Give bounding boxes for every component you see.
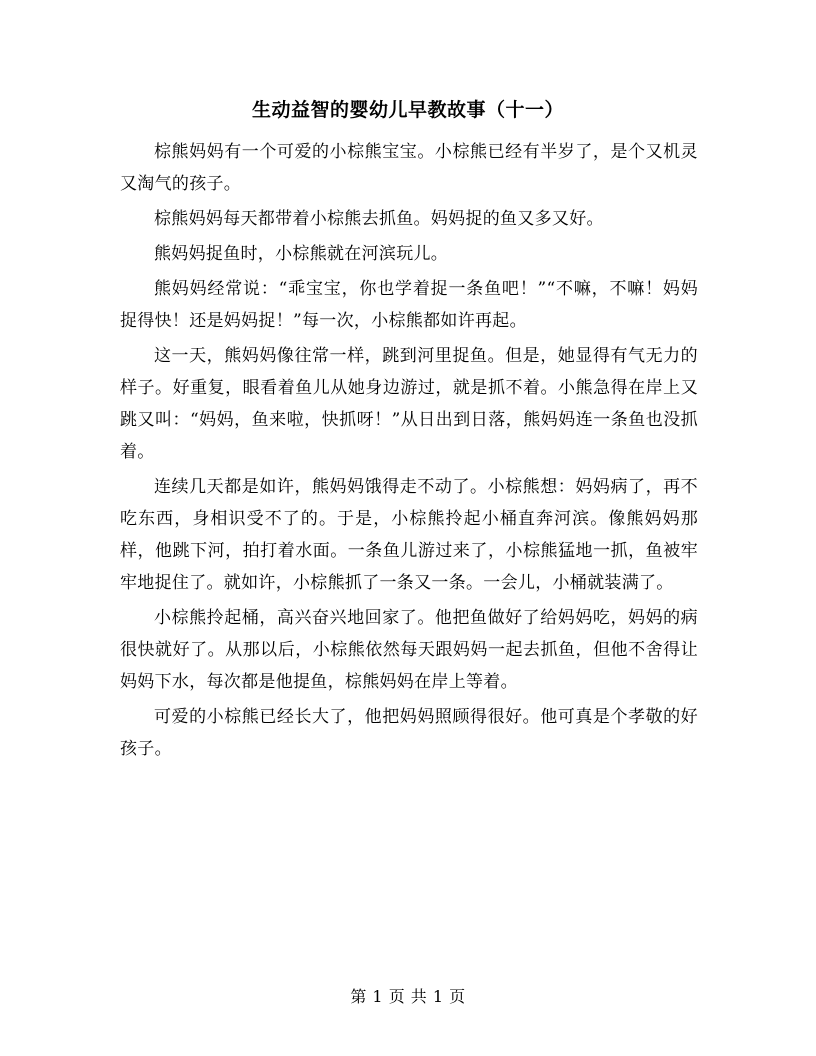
- paragraph: 棕熊妈妈有一个可爱的小棕熊宝宝。小棕熊已经有半岁了，是个又机灵又淘气的孩子。: [120, 142, 698, 194]
- paragraph: 连续几天都是如许，熊妈妈饿得走不动了。小棕熊想：妈妈病了，再不吃东西，身相识受不了的。于是，小棕熊拎起小桶直奔河滨。像熊妈妈那样，他跳下河，拍打着水面。一条鱼儿游过来了，小棕熊猛地一抓，鱼被牢牢地捉住了。就如许，小棕熊抓了一条又一条。一会儿，小桶就装满了。: [120, 477, 698, 593]
- paragraph: 这一天，熊妈妈像往常一样，跳到河里捉鱼。但是，她显得有气无力的样子。好重复，眼看着鱼儿从她身边游过，就是抓不着。小熊急得在岸上又跳又叫：“妈妈，鱼来啦，快抓呀！”从日出到日落，熊妈妈连一条鱼也没抓着。: [120, 346, 698, 462]
- paragraph: 熊妈妈经常说：“乖宝宝，你也学着捉一条鱼吧！”“不嘛，不嘛！妈妈捉得快！还是妈妈捉！”每一次，小棕熊都如许再起。: [120, 279, 698, 331]
- paragraph: 棕熊妈妈每天都带着小棕熊去抓鱼。妈妈捉的鱼又多又好。: [154, 209, 604, 229]
- document-body: [120, 136, 698, 768]
- document-title: 生动益智的婴幼儿早教故事（十一）: [251, 99, 564, 121]
- paragraph: 熊妈妈捉鱼时，小棕熊就在河滨玩儿。: [154, 244, 449, 264]
- paragraph: 小棕熊拎起桶，高兴奋兴地回家了。他把鱼做好了给妈妈吃，妈妈的病很快就好了。从那以后，小棕熊依然每天跟妈妈一起去抓鱼，但他不舍得让妈妈下水，每次都是他提鱼，棕熊妈妈在岸上等着。: [120, 608, 698, 692]
- page-number-footer: 第 1 页 共 1 页: [350, 987, 466, 1006]
- paragraph: 可爱的小棕熊已经长大了，他把妈妈照顾得很好。他可真是个孝敬的好孩子。: [120, 707, 698, 759]
